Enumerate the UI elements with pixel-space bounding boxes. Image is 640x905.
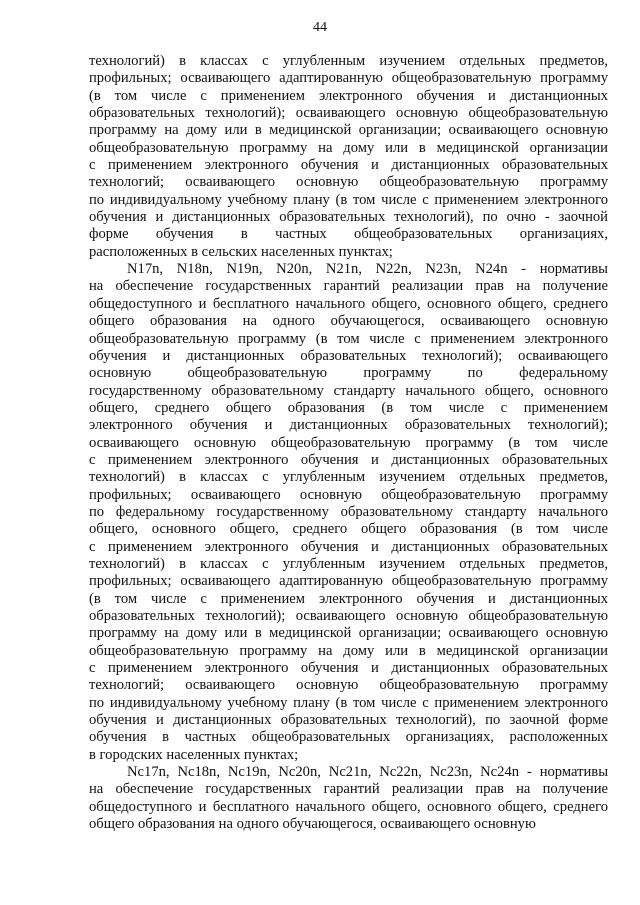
text-line: технологий) в классах с углубленным изучением отдельных предметов,: [89, 555, 608, 572]
text-line: технологий) в классах с углубленным изучением отдельных предметов,: [89, 53, 608, 69]
paragraph: [89, 53, 608, 261]
text-line: Nc17n, Nc18n, Nc19n, Nc20n, Nc21n, Nc22n, Nc23n, Nc24n - нормативы: [127, 764, 608, 781]
text-line: обучения в частных общеобразовательных организациях, расположенных: [89, 729, 608, 746]
text-line: общедоступного и бесплатного начального общего, основного общего, среднего: [89, 295, 608, 312]
text-line: осваивающего основную общеобразовательную программу (в том числе: [89, 434, 608, 451]
text-line: профильных; осваивающего основную общеобразовательную программу: [89, 486, 608, 503]
text-line: основную общеобразовательную программу по федеральному: [89, 365, 608, 382]
body-text: [89, 53, 608, 833]
text-line: обучения и дистанционных образовательных технологий), по очно - заочной: [89, 209, 608, 226]
text-line: общеобразовательную программу на дому или в медицинской организации: [89, 139, 608, 156]
text-line: электронного обучения и дистанционных образовательных технологий);: [89, 417, 608, 434]
text-line: государственному образовательному стандарту начального общего, основного: [89, 382, 608, 399]
text-line: (в том числе с применением электронного обучения и дистанционных: [89, 590, 608, 607]
paragraph: [89, 261, 608, 764]
text-line: программу на дому или в медицинской организации; осваивающего основную: [89, 625, 608, 642]
text-line: обучения и дистанционных образовательных технологий); осваивающего: [89, 347, 608, 364]
text-line: общедоступного и бесплатного начального общего, основного общего, среднего: [89, 798, 608, 815]
text-line: на обеспечение государственных гарантий реализации прав на получение: [89, 278, 608, 295]
text-line: общего, среднего общего образования (в том числе с применением: [89, 399, 608, 416]
text-line: с применением электронного обучения и дистанционных образовательных: [89, 157, 608, 174]
text-line: с применением электронного обучения и дистанционных образовательных: [89, 451, 608, 468]
text-line: на обеспечение государственных гарантий реализации прав на получение: [89, 781, 608, 798]
text-line: расположенных в сельских населенных пунктах;: [89, 243, 393, 260]
page-number: 44: [313, 20, 327, 35]
text-line: общего образования на одного обучающегося, осваивающего основную: [89, 313, 608, 330]
text-line: N17n, N18n, N19n, N20n, N21n, N22n, N23n, N24n - нормативы: [127, 261, 608, 278]
text-line: профильных; осваивающего адаптированную общеобразовательную программу: [89, 573, 608, 590]
text-line: с применением электронного обучения и дистанционных образовательных: [89, 538, 608, 555]
text-line: по федеральному государственному образовательному стандарту начального: [89, 503, 608, 520]
text-line: с применением электронного обучения и дистанционных образовательных: [89, 660, 608, 677]
paragraph: [89, 764, 608, 833]
text-line: общего, основного общего, среднего общего образования (в том числе: [89, 521, 608, 538]
text-line: общеобразовательную программу на дому или в медицинской организации: [89, 642, 608, 659]
text-line: в городских населенных пунктах;: [89, 746, 299, 763]
text-line: технологий; осваивающего основную общеобразовательную программу: [89, 677, 608, 694]
text-line: по индивидуальному учебному плану (в том числе с применением электронного: [89, 191, 608, 208]
text-line: общеобразовательную программу (в том числе с применением электронного: [89, 330, 608, 347]
text-line: форме обучения в частных общеобразовательных организациях,: [89, 226, 608, 243]
text-line: профильных; осваивающего адаптированную общеобразовательную программу: [89, 70, 608, 87]
text-line: образовательных технологий); осваивающего основную общеобразовательную: [89, 608, 608, 624]
text-line: по индивидуальному учебному плану (в том числе с применением электронного: [89, 694, 608, 711]
text-line: программу на дому или в медицинской организации; осваивающего основную: [89, 122, 608, 139]
text-line: технологий) в классах с углубленным изучением отдельных предметов,: [89, 469, 608, 486]
text-line: общего образования на одного обучающегося, осваивающего основную: [89, 816, 536, 833]
text-line: обучения и дистанционных образовательных технологий), по заочной форме: [89, 712, 608, 729]
text-line: технологий; осваивающего основную общеобразовательную программу: [89, 174, 608, 191]
text-line: (в том числе с применением электронного обучения и дистанционных: [89, 87, 608, 104]
text-line: образовательных технологий); осваивающего основную общеобразовательную: [89, 105, 608, 122]
